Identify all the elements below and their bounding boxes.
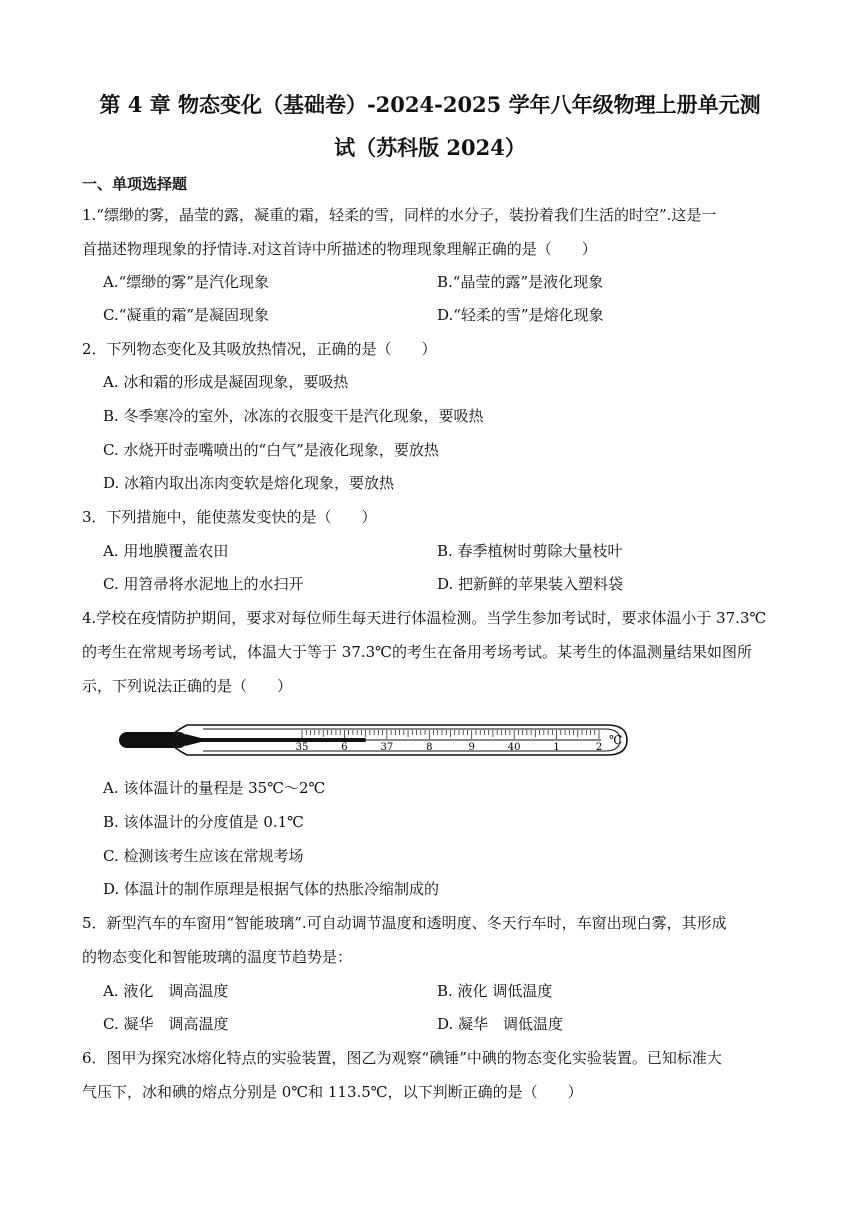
question-2-option-c: C. 水烧开时壶嘴喷出的“白气”是液化现象，要放热: [103, 441, 439, 459]
question-3-option-c: C. 用笤帚将水泥地上的水扫开: [103, 575, 304, 593]
scale-label: 40: [507, 742, 521, 753]
question-4-option-d: D. 体温计的制作原理是根据气体的热胀冷缩制成的: [103, 880, 440, 898]
question-1-option-a: A.“缥缈的雾”是汽化现象: [103, 273, 269, 291]
question-3-stem: 3．下列措施中，能使蒸发变快的是（ ）: [82, 508, 377, 526]
question-1-option-c: C.“凝重的霜”是凝固现象: [103, 306, 270, 324]
question-1-stem-cont: 首描述物理现象的抒情诗.对这首诗中所描述的物理现象理解正确的是（ ）: [82, 240, 597, 258]
question-4-option-a: A. 该体温计的量程是 35℃～2℃: [103, 779, 326, 797]
question-1-option-b: B.“晶莹的露”是液化现象: [437, 273, 604, 291]
question-2-option-a: A. 冰和霜的形成是凝固现象，要吸热: [103, 373, 349, 391]
thermometer-unit: ℃: [609, 733, 623, 747]
question-3-option-a: A. 用地膜覆盖农田: [103, 542, 229, 560]
thermometer-bulb: [119, 732, 187, 748]
question-6-stem: 6．图甲为探究冰熔化特点的实验装置，图乙为观察“碘锤”中碘的物态变化实验装置。已知标准大: [82, 1049, 722, 1067]
section-heading: 一、单项选择题: [82, 175, 188, 193]
question-3-option-d: D. 把新鲜的苹果装入塑料袋: [437, 575, 624, 593]
scale-label: 6: [341, 742, 348, 753]
question-5-option-a: A. 液化 调高温度: [103, 982, 229, 1000]
scale-label: 37: [380, 742, 394, 753]
question-4-stem-cont: 的考生在常规考场考试，体温大于等于 37.3℃的考生在备用考场考试。某考生的体温测量结果如图所: [82, 643, 752, 661]
thermometer-figure: [117, 719, 629, 761]
question-6-stem-cont: 气压下，冰和碘的熔点分别是 0℃和 113.5℃，以下判断正确的是（ ）: [82, 1083, 583, 1101]
question-5-stem-cont: 的物态变化和智能玻璃的温度节趋势是：: [82, 948, 353, 966]
question-1-stem: 1.“缥缈的雾，晶莹的露，凝重的霜，轻柔的雪，同样的水分子，装扮着我们生活的时空”.这是一: [82, 206, 717, 224]
question-3-option-b: B. 春季植树时剪除大量枝叶: [437, 542, 623, 560]
scale-label: 2: [595, 742, 603, 753]
question-2-option-b: B. 冬季寒冷的室外，冰冻的衣服变干是汽化现象，要吸热: [103, 407, 484, 425]
page-title-continued: 试（苏科版 2024）: [334, 135, 526, 160]
scale-label: 35: [295, 742, 309, 753]
question-5-option-c: C. 凝华 调高温度: [103, 1015, 229, 1033]
thermometer-constriction: [185, 734, 201, 746]
page-title: 第 4 章 物态变化（基础卷）-2024-2025 学年八年级物理上册单元测: [99, 92, 761, 117]
question-4-option-b: B. 该体温计的分度值是 0.1℃: [103, 813, 304, 831]
question-4-stem-cont-2: 示，下列说法正确的是（ ）: [82, 677, 293, 695]
scale-label: 9: [468, 742, 475, 753]
question-5-stem: 5．新型汽车的车窗用“智能玻璃”.可自动调节温度和透明度、冬天行车时，车窗出现白雾，其形成: [82, 914, 727, 932]
question-1-option-d: D.“轻柔的雪”是熔化现象: [437, 306, 604, 324]
question-4-stem: 4.学校在疫情防护期间，要求对每位师生每天进行体温检测。当学生参加考试时，要求体温小于 37.3℃: [82, 609, 767, 627]
question-2-option-d: D. 冰箱内取出冻肉变软是熔化现象，要放热: [103, 474, 395, 492]
question-5-option-b: B. 液化 调低温度: [437, 982, 553, 1000]
question-4-option-c: C. 检测该考生应该在常规考场: [103, 847, 304, 865]
scale-label: 8: [426, 742, 433, 753]
question-5-option-d: D. 凝华 调低温度: [437, 1015, 564, 1033]
question-2-stem: 2．下列物态变化及其吸放热情况，正确的是（ ）: [82, 340, 437, 358]
thermometer-scale: [302, 730, 599, 739]
scale-label: 1: [553, 742, 560, 753]
